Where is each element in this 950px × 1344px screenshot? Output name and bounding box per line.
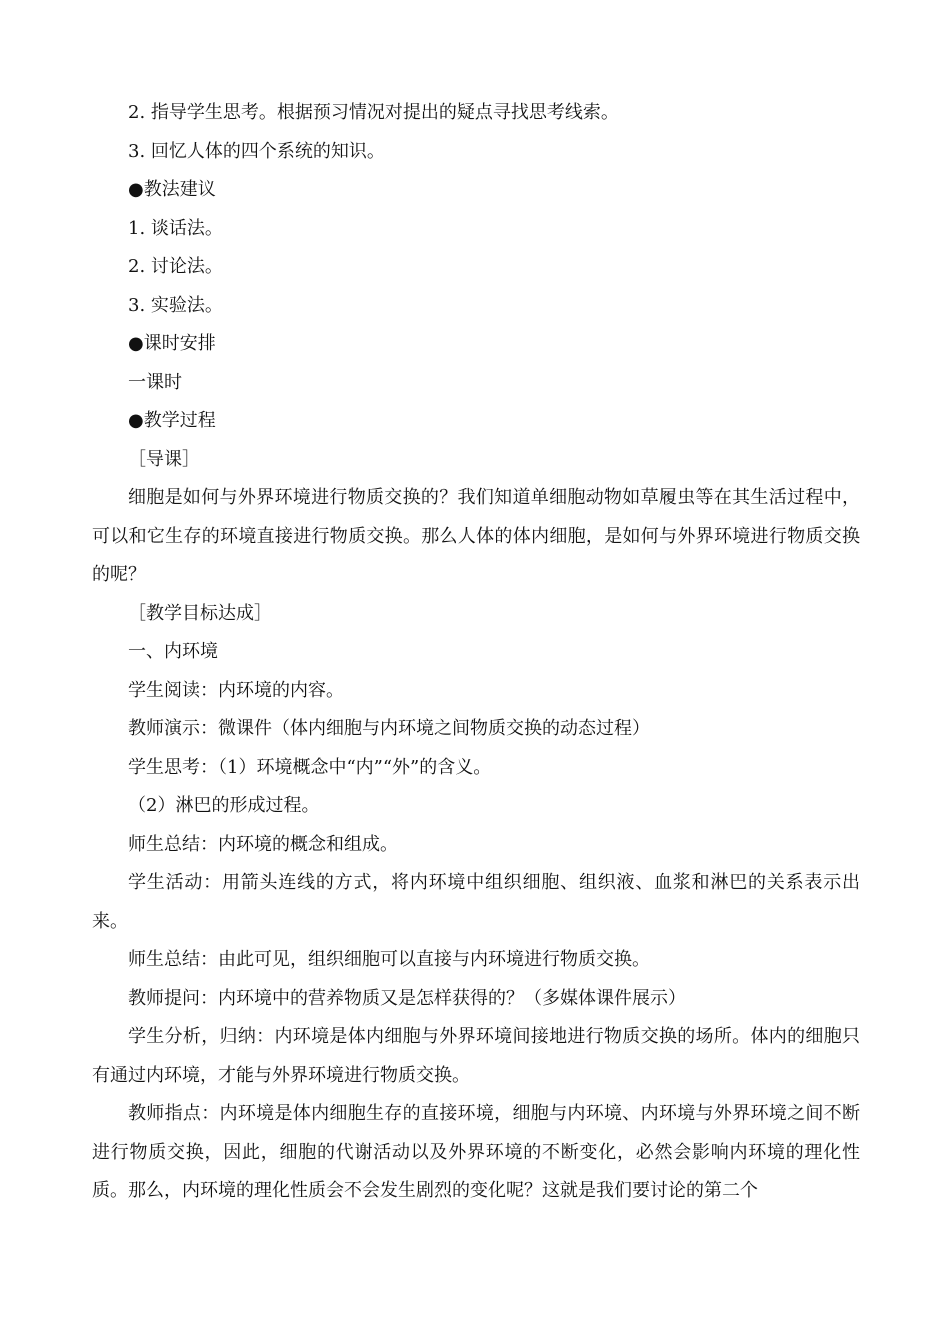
section-heading: ●教法建议 xyxy=(128,179,216,200)
text-line: 3. 回忆人体的四个系统的知识。 xyxy=(128,140,385,162)
text-line: 教师提问：内环境中的营养物质又是怎样获得的？（多媒体课件展示） xyxy=(128,987,686,1009)
text-line: 学生思考：（1）环境概念中“内”“外”的含义。 xyxy=(128,756,492,778)
paragraph-analysis: 学生分析，归纳：内环境是体内细胞与外界环境间接地进行物质交换的场所。体内的细胞只有通过内环境，才能与外界环境进行物质交换。 xyxy=(92,1026,860,1086)
section-heading: ●教学过程 xyxy=(128,410,216,431)
text-line: 学生阅读：内环境的内容。 xyxy=(128,679,344,701)
section-heading: ●课时安排 xyxy=(128,333,216,354)
subsection-heading: ［导课］ xyxy=(128,448,200,470)
subsection-heading: ［教学目标达成］ xyxy=(128,602,272,624)
text-line: 2. 指导学生思考。根据预习情况对提出的疑点寻找思考线索。 xyxy=(128,102,619,123)
text-line: 一课时 xyxy=(128,371,182,393)
text-line: 教师演示：微课件（体内细胞与内环境之间物质交换的动态过程） xyxy=(128,718,650,739)
paragraph-intro: 细胞是如何与外界环境进行物质交换的？我们知道单细胞动物如草履虫等在其生活过程中，可以和它生存的环境直接进行物质交换。那么人体的体内细胞，是如何与外界环境进行物质交换的呢？ xyxy=(92,487,860,585)
paragraph-activity: 学生活动：用箭头连线的方式，将内环境中组织细胞、组织液、血浆和淋巴的关系表示出来。 xyxy=(92,872,860,932)
text-line: （2）淋巴的形成过程。 xyxy=(128,795,320,816)
text-line: 师生总结：由此可见，组织细胞可以直接与内环境进行物质交换。 xyxy=(128,949,650,970)
text-line: 一、内环境 xyxy=(128,641,218,662)
document-page xyxy=(92,94,860,1211)
text-line: 3. 实验法。 xyxy=(128,294,223,316)
text-line: 师生总结：内环境的概念和组成。 xyxy=(128,833,398,855)
text-line: 1. 谈话法。 xyxy=(128,217,223,239)
paragraph-teacher: 教师指点：内环境是体内细胞生存的直接环境，细胞与内环境、内环境与外界环境之间不断进行物质交换，因此，细胞的代谢活动以及外界环境的不断变化，必然会影响内环境的理化性质。那么，内环境的理化性质会不会发生剧烈的变化呢？这就是我们要讨论的第二个 xyxy=(92,1103,860,1201)
text-line: 2. 讨论法。 xyxy=(128,256,223,277)
